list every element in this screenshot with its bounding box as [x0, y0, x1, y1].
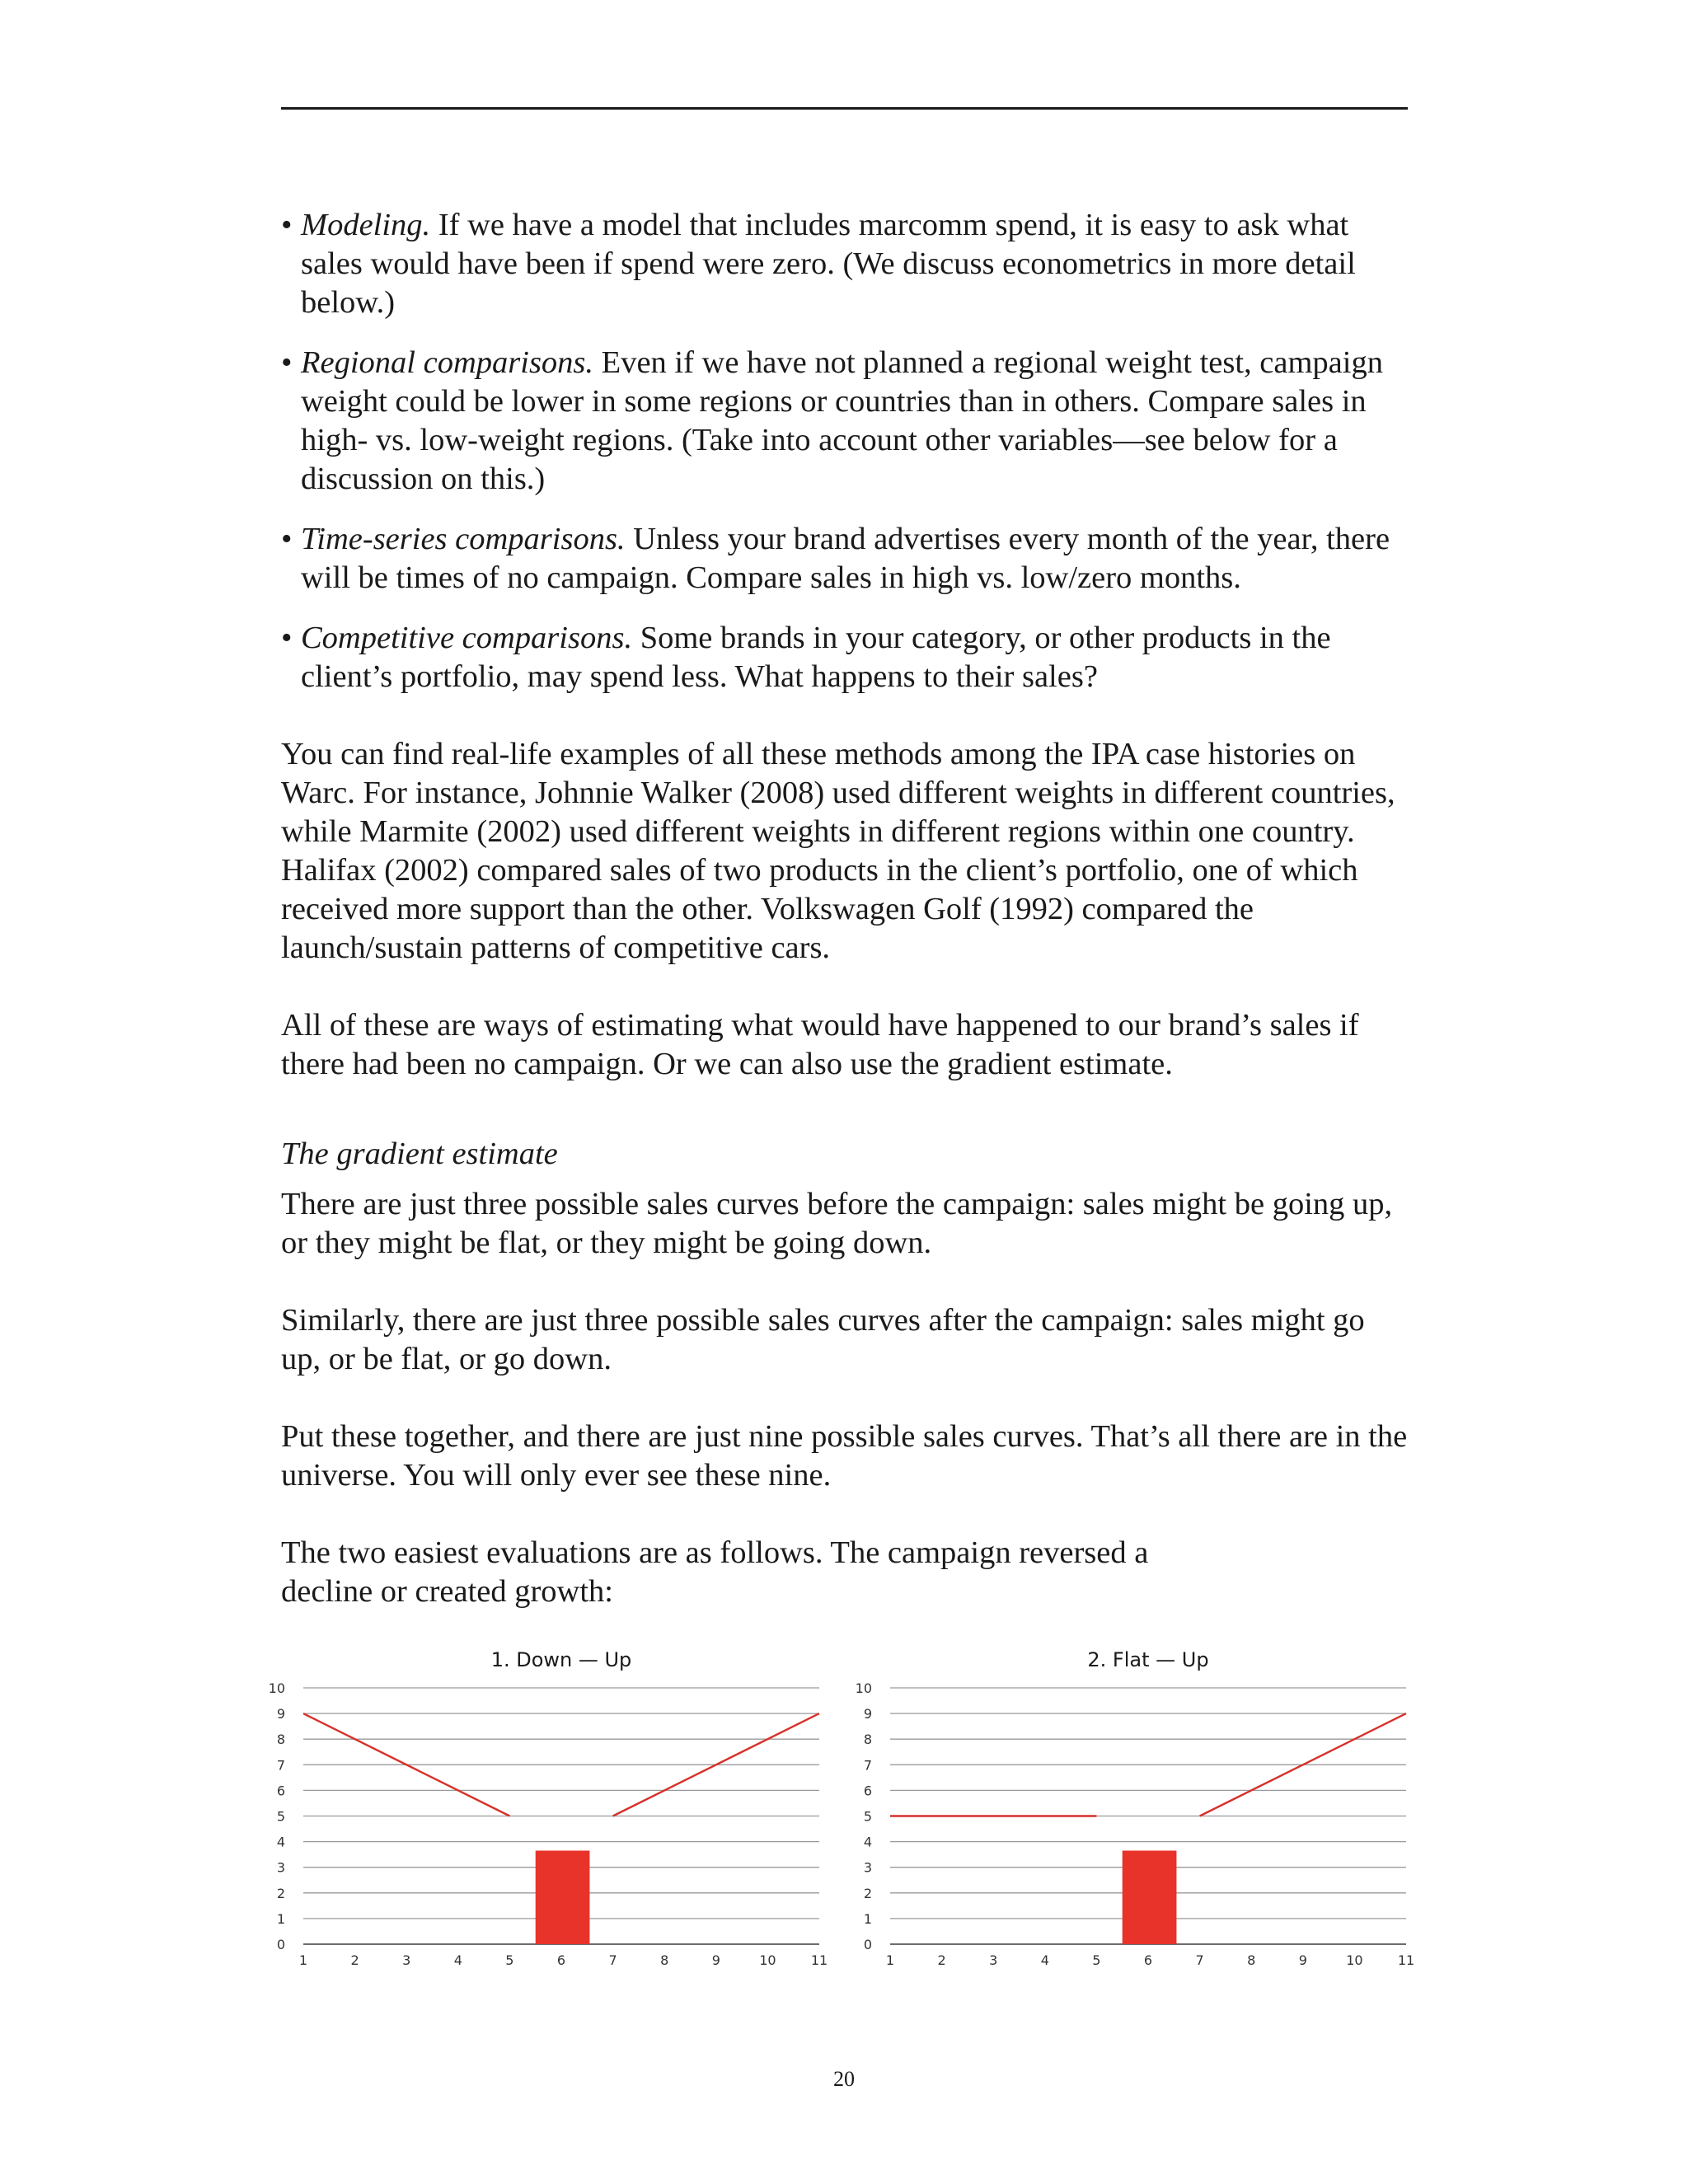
y-tick-label: 4 — [276, 1834, 285, 1850]
x-tick-label: 11 — [1397, 1952, 1415, 1968]
header-rule — [281, 107, 1408, 110]
y-tick-label: 9 — [276, 1706, 285, 1722]
y-tick-label: 7 — [863, 1757, 872, 1774]
x-tick-label: 3 — [989, 1952, 998, 1968]
paragraph-ipa-examples: You can find real-life examples of all these methods among the IPA case histories on Warc. For instance, Johnnie Walker (2008) used different weights in different countries, while Marmite (2002) used different weights in different regions within one country. Halifax (2002) compared sales of two products in the client’s portfolio, one of which received more support than the other. Volkswagen Golf (1992) compared the launch/sustain patterns of competitive cars. — [281, 737, 1395, 965]
bullet-dot: • — [281, 208, 293, 242]
x-tick-label: 10 — [1346, 1952, 1363, 1968]
x-tick-label: 5 — [505, 1952, 514, 1968]
x-tick-label: 7 — [608, 1952, 617, 1968]
y-tick-label: 0 — [863, 1937, 872, 1952]
bullet-text: Even if we have not planned a regional weight test, campaign weight could be lower in some regions or countries than in others. Compare sales in high- vs. low-weight regions. (Take into account other variables—see below for a discussion on this.) — [301, 345, 1383, 496]
x-tick-label: 4 — [453, 1952, 462, 1968]
y-tick-label: 3 — [276, 1859, 285, 1876]
bullet-modeling — [281, 206, 1408, 322]
bullet-dot: • — [281, 621, 293, 655]
paragraph-easiest-evaluations: The two easiest evaluations are as follows. The campaign reversed a decline or created growth: — [281, 1535, 1149, 1609]
bullet-text: If we have a model that includes marcomm spend, it is easy to ask what sales would have been if spend were zero. (We discuss econometrics in more detail below.) — [301, 208, 1356, 320]
y-tick-label: 2 — [863, 1885, 872, 1901]
y-tick-label: 0 — [276, 1937, 285, 1952]
x-tick-label: 6 — [1143, 1952, 1153, 1968]
y-tick-label: 9 — [863, 1706, 872, 1722]
paragraph-after-curves: Similarly, there are just three possible sales curves after the campaign: sales might go up, or be flat, or go down. — [281, 1303, 1365, 1376]
chart-title: 1. Down — Up — [490, 1648, 632, 1671]
bullet-time-series-comparisons — [281, 520, 1408, 598]
x-tick-label: 4 — [1040, 1952, 1049, 1968]
bullet-dot: • — [281, 345, 293, 380]
section-subheading: The gradient estimate — [281, 1137, 558, 1171]
chart-flat-up — [855, 1642, 1419, 1971]
y-tick-label: 10 — [855, 1680, 872, 1696]
bullet-competitive-comparisons — [281, 619, 1408, 696]
x-tick-label: 1 — [885, 1952, 895, 1968]
y-tick-label: 8 — [863, 1732, 872, 1748]
chart-down-up — [268, 1642, 832, 1971]
x-tick-label: 8 — [1247, 1952, 1256, 1968]
bullet-term: Regional comparisons. — [301, 345, 594, 380]
paragraph-nine-curves: Put these together, and there are just nine possible sales curves. That’s all there are in the universe. You will only ever see these nine. — [281, 1419, 1408, 1493]
bullet-term: Modeling. — [301, 208, 431, 242]
x-tick-label: 5 — [1092, 1952, 1101, 1968]
y-tick-label: 2 — [276, 1885, 285, 1901]
campaign-bar — [536, 1850, 590, 1944]
page-body — [281, 206, 1408, 1650]
y-tick-label: 1 — [276, 1910, 285, 1927]
x-tick-label: 2 — [350, 1952, 359, 1968]
x-tick-label: 9 — [1298, 1952, 1307, 1968]
bullet-text: Unless your brand advertises every month of the year, there will be times of no campaign. Compare sales in high vs. low/zero months. — [301, 522, 1390, 595]
x-tick-label: 3 — [402, 1952, 411, 1968]
paragraph-estimating: All of these are ways of estimating what would have happened to our brand’s sales if there had been no campaign. Or we can also use the gradient estimate. — [281, 1008, 1359, 1081]
paragraph-before-curves: There are just three possible sales curves before the campaign: sales might be going up, or they might be flat, or they might be going down. — [281, 1187, 1393, 1260]
charts-area — [268, 1642, 1418, 1971]
page-number: 20 — [833, 2067, 855, 2091]
bullet-regional-comparisons — [281, 344, 1408, 499]
y-tick-label: 5 — [276, 1808, 285, 1825]
x-tick-label: 10 — [759, 1952, 776, 1968]
bullet-term: Competitive comparisons. — [301, 621, 633, 655]
x-tick-label: 11 — [810, 1952, 828, 1968]
x-tick-label: 7 — [1195, 1952, 1204, 1968]
bullet-term: Time-series comparisons. — [301, 522, 626, 556]
x-tick-label: 9 — [711, 1952, 720, 1968]
x-tick-label: 6 — [556, 1952, 566, 1968]
y-tick-label: 3 — [863, 1859, 872, 1876]
y-tick-label: 1 — [863, 1910, 872, 1927]
x-tick-label: 8 — [660, 1952, 669, 1968]
y-tick-label: 10 — [268, 1680, 285, 1696]
y-tick-label: 4 — [863, 1834, 872, 1850]
bullet-dot: • — [281, 522, 293, 556]
y-tick-label: 6 — [863, 1783, 872, 1799]
x-tick-label: 1 — [298, 1952, 308, 1968]
y-tick-label: 7 — [276, 1757, 285, 1774]
chart-flat-up-svg — [855, 1642, 1419, 1971]
x-tick-label: 2 — [937, 1952, 946, 1968]
y-tick-label: 6 — [276, 1783, 285, 1799]
campaign-bar — [1123, 1850, 1177, 1944]
bullet-text: Some brands in your category, or other products in the client’s portfolio, may spend less. What happens to their sales? — [301, 621, 1331, 694]
y-tick-label: 8 — [276, 1732, 285, 1748]
chart-down-up-svg — [268, 1642, 832, 1971]
y-tick-label: 5 — [863, 1808, 872, 1825]
chart-title: 2. Flat — Up — [1087, 1648, 1209, 1671]
